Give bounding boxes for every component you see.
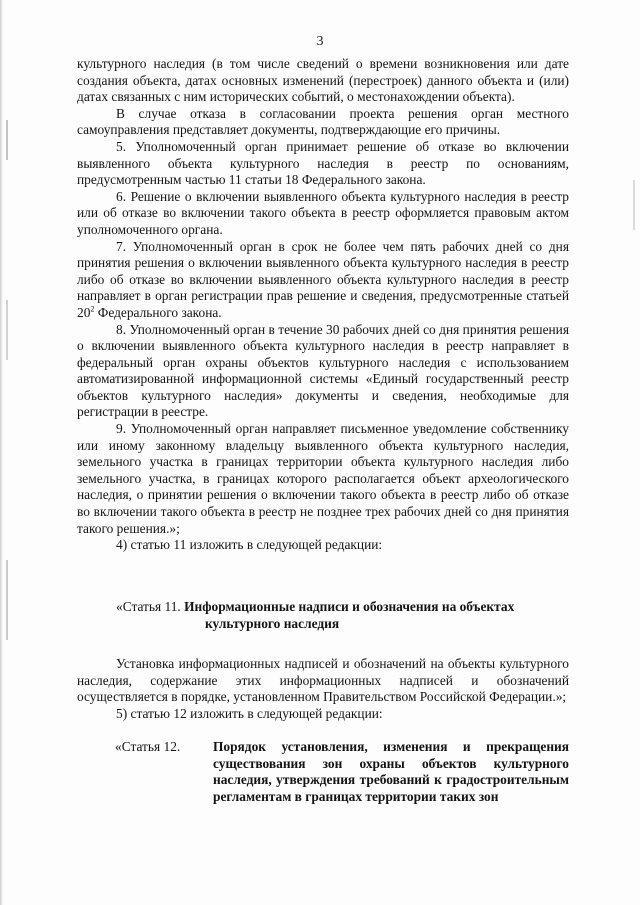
paragraph: 8. Уполномоченный орган в течение 30 рабочих дней со дня принятия решения о включении выявленного объекта культурного наследия в реестр направляет в федеральный орган охраны объектов культурного наследия с использованием автоматизированной информационной системы «Единый государственный реестр объектов культурного наследия» документы и сведения, необходимые для регистрации в реестре. <box>77 321 569 420</box>
article-11-prefix: «Статья 11. <box>116 599 185 614</box>
scan-edge <box>0 0 3 905</box>
article-12-title: Порядок установления, изменения и прекращения существования зон охраны объектов культурного наследия, утверждения требований к градостроительным регламентам в границах территории таких зон <box>213 739 569 804</box>
scan-artifact <box>633 180 635 230</box>
article-11-heading <box>77 599 569 632</box>
paragraph: 4) статью 11 изложить в следующей редакции: <box>116 537 383 553</box>
article-11-title-line1: Информационные надписи и обозначения на объектах <box>184 599 515 614</box>
paragraph: 6. Решение о включении выявленного объекта культурного наследия в реестр или об отказе во включении такого объекта в реестр оформляется правовым актом уполномоченного органа. <box>77 188 569 237</box>
scan-artifact <box>6 300 8 360</box>
scan-artifact <box>6 120 8 160</box>
body-text-2 <box>77 656 569 722</box>
paragraph: 5) статью 12 изложить в следующей редакции: <box>116 705 383 721</box>
page-number: 3 <box>316 34 324 49</box>
article-12-label: «Статья 12. <box>115 739 181 754</box>
body-text <box>77 56 569 554</box>
paragraph: 5. Уполномоченный орган принимает решение об отказе во включении выявленного объекта культурного наследия в реестр по основаниям, предусмотренным частью 11 статьи 18 Федерального закона. <box>77 138 569 188</box>
paragraph-7-tail: Федерального закона. <box>94 304 222 320</box>
article-11-line1 <box>77 599 569 616</box>
paragraph: культурного наследия (в том числе сведений о времени возникновения или дате создания объекта, датах основных изменений (перестроек) данного объекта и (или) датах связанных с ним исторических событий, о местонахождении объекта). <box>77 56 569 105</box>
superscript: 2 <box>90 304 95 314</box>
article-11-title-line2: культурного наследия <box>205 615 340 631</box>
paragraph-7 <box>77 239 569 322</box>
article-12-heading <box>77 739 569 805</box>
paragraph-7-text: 7. Уполномоченный орган в срок не более чем пять рабочих дней со дня принятия решения о включении выявленного объекта культурного наследия в реестр либо об отказе во включении выявленного объекта культурного наследия в реестр направляет в орган регистрации прав решение и сведения, предусмотренные статьей 20 <box>77 238 569 320</box>
paragraph: В случае отказа в согласовании проекта решения орган местного самоуправления представляет документы, подтверждающие его причины. <box>77 105 569 138</box>
scan-artifact <box>6 560 8 640</box>
paragraph: Установка информационных надписей и обозначений на объекты культурного наследия, содержание этих информационных надписей и обозначений осуществляется в порядке, установленном Правительством Российской Федерации.»; <box>77 656 569 705</box>
paragraph: 9. Уполномоченный орган направляет письменное уведомление собственнику или иному законному владельцу выявленного объекта культурного наследия, земельного участка в границах территории объекта культурного наследия либо земельного участка, в границах которого располагается объект археологического наследия, о принятии решения о включении такого объекта в реестр либо об отказе во включении такого объекта в реестр не позднее трех рабочих дней со дня принятия такого решения.»; <box>77 421 569 536</box>
